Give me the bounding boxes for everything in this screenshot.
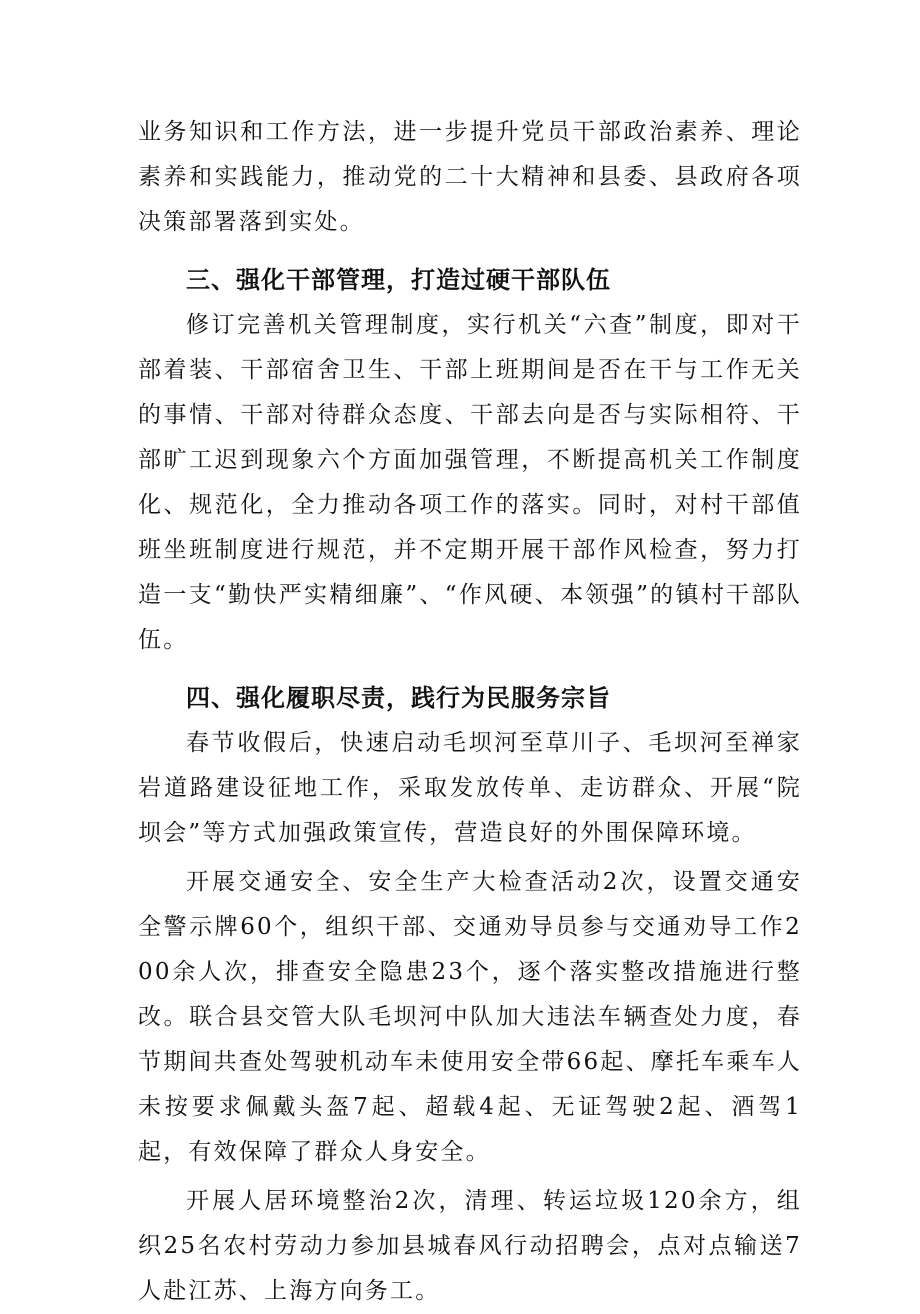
body-paragraph-environment-labor: 开展人居环境整治2次，清理、转运垃圾120余方，组织25名农村劳动力参加县城春风行动招聘会，点对点输送7人赴江苏、上海方向务工。 — [138, 1188, 802, 1304]
body-paragraph-road-construction: 春节收假后，快速启动毛坝河至草川子、毛坝河至禅家岩道路建设征地工作，采取发放传单、走访群众、开展“院坝会”等方式加强政策宣传，营造良好的外围保障环境。 — [138, 730, 802, 846]
body-paragraph-cadre-management: 修订完善机关管理制度，实行机关“六查”制度，即对干部着装、干部宿舍卫生、干部上班期间是否在干与工作无关的事情、干部对待群众态度、干部去向是否与实际相符、干部旷工迟到现象六个方面加强管理，不断提高机关工作制度化、规范化，全力推动各项工作的落实。同时，对村干部值班坐班制度进行规范，并不定期开展干部作风检查，努力打造一支“勤快严实精细廉”、“作风硬、本领强”的镇村干部队伍。 — [138, 312, 802, 653]
section-heading-4: 四、强化履职尽责，践行为民服务宗旨 — [186, 684, 611, 712]
section-heading-3: 三、强化干部管理，打造过硬干部队伍 — [186, 266, 611, 294]
body-paragraph-continued: 业务知识和工作方法，进一步提升党员干部政治素养、理论素养和实践能力，推动党的二十大精神和县委、县政府各项决策部署落到实处。 — [138, 119, 802, 235]
body-paragraph-traffic-safety: 开展交通安全、安全生产大检查活动2次，设置交通安全警示牌60个，组织干部、交通劝导员参与交通劝导工作200余人次，排查安全隐患23个，逐个落实整改措施进行整改。联合县交管大队毛坝河中队加大违法车辆查处力度，春节期间共查处驾驶机动车未使用安全带66起、摩托车乘车人未按要求佩戴头盔7起、超载4起、无证驾驶2起、酒驾1起，有效保障了群众人身安全。 — [138, 869, 802, 1165]
